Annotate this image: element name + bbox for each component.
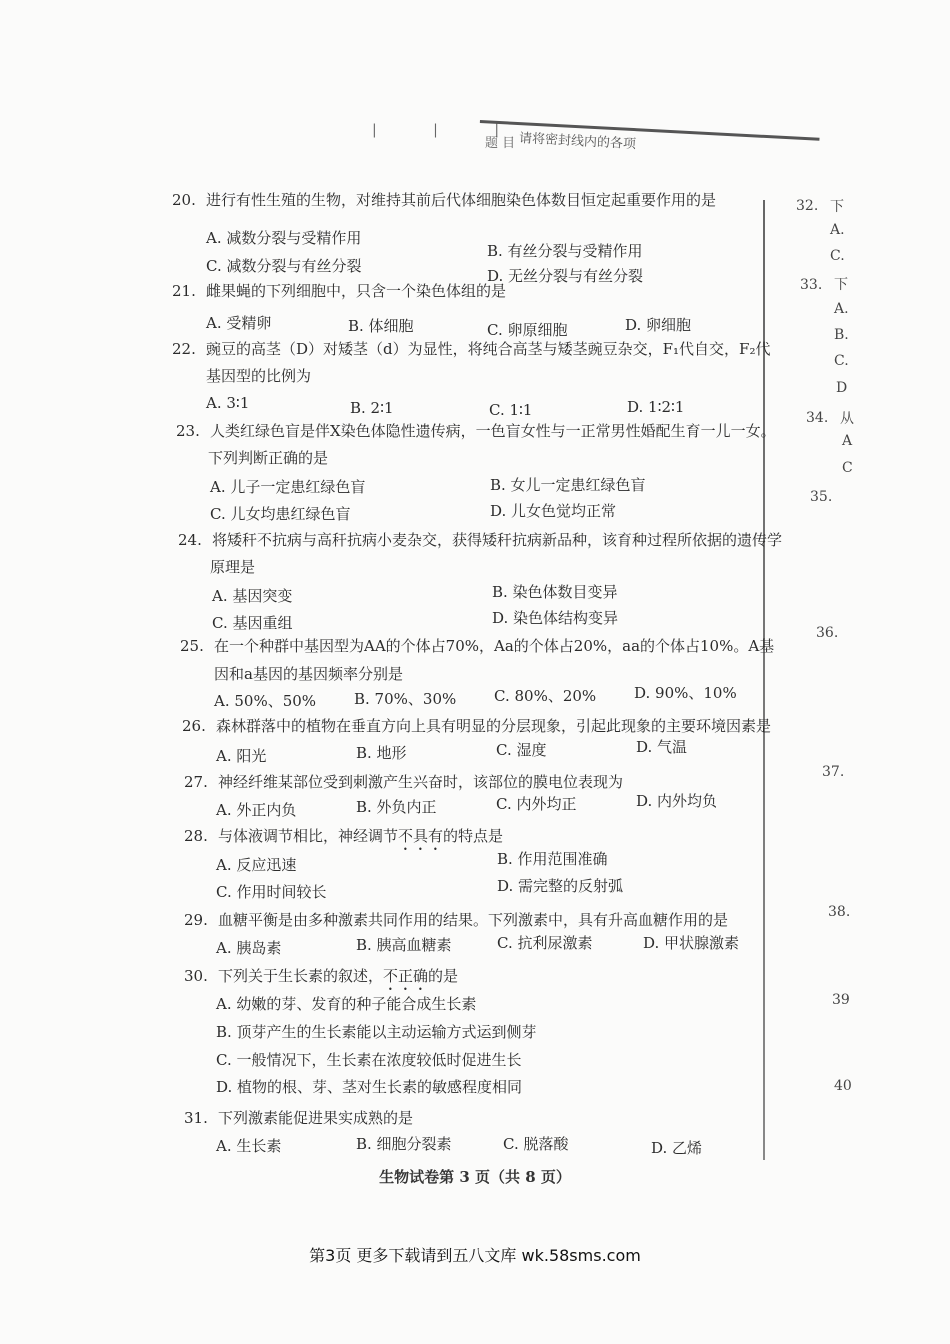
header-marks: | | | — [372, 122, 526, 138]
header-side-text: 题 目 — [485, 136, 516, 151]
question-23-stem-line2: 下列判断正确的是 — [208, 449, 329, 467]
question-26-stem: 26. 森林群落中的植物在垂直方向上具有明显的分层现象，引起此现象的主要环境因素是 — [182, 717, 772, 735]
question-27-option-b: B. 外负内正 — [356, 798, 437, 816]
question-25-option-d: D. 90%、10% — [634, 684, 737, 702]
right-fragment: 下 — [834, 277, 848, 293]
right-fragment: B. — [834, 327, 849, 343]
question-20-stem: 20. 进行有性生殖的生物，对维持其前后代体细胞染色体数目恒定起重要作用的是 — [172, 191, 717, 209]
download-footer-link[interactable]: 第3页 更多下载请到五八文库 wk.58sms.com — [309, 1246, 641, 1265]
question-29-stem: 29. 血糖平衡是由多种激素共同作用的结果。下列激素中，具有升高血糖作用的是 — [184, 911, 729, 929]
question-22-stem-line2: 基因型的比例为 — [206, 367, 312, 385]
question-23-option-b: B. 女儿一定患红绿色盲 — [490, 476, 646, 494]
question-26-option-d: D. 气温 — [636, 738, 688, 756]
question-22-option-c: C. 1∶1 — [489, 401, 533, 419]
question-23-stem: 23. 人类红绿色盲是伴X染色体隐性遗传病，一色盲女性与一正常男性婚配生育一儿一女。 — [176, 422, 776, 440]
question-30-option-a: A. 幼嫩的芽、发育的种子能合成生长素 — [216, 995, 477, 1013]
question-25-stem-line2: 因和a基因的基因频率分别是 — [214, 665, 403, 683]
question-30-option-d: D. 植物的根、芽、茎对生长素的敏感程度相同 — [216, 1078, 523, 1096]
right-fragment: A — [842, 433, 853, 449]
question-28-option-c: C. 作用时间较长 — [216, 883, 327, 901]
question-26-option-a: A. 阳光 — [216, 747, 267, 765]
question-20-option-b: B. 有丝分裂与受精作用 — [487, 242, 643, 260]
right-q38-number: 38. — [828, 904, 851, 920]
question-22-option-d: D. 1∶2∶1 — [627, 398, 685, 416]
question-29-option-c: C. 抗利尿激素 — [497, 934, 593, 952]
question-24-stem: 24. 将矮秆不抗病与高秆抗病小麦杂交，获得矮秆抗病新品种，该育种过程所依据的遗传学 — [178, 531, 783, 549]
right-q35-number: 35. — [810, 489, 833, 505]
question-30-option-c: C. 一般情况下，生长素在浓度较低时促进生长 — [216, 1051, 522, 1069]
question-28-stem: 28. 与体液调节相比，神经调节不具有的特点是 — [184, 827, 504, 845]
right-fragment: D — [836, 380, 848, 396]
emphasis-text: 不正确 — [383, 967, 429, 985]
right-fragment: C — [842, 460, 853, 476]
right-q39-number: 39 — [832, 992, 850, 1008]
question-26-option-c: C. 湿度 — [496, 741, 547, 759]
right-fragment: 下 — [830, 199, 844, 215]
question-21-option-b: B. 体细胞 — [348, 317, 414, 335]
question-28-option-b: B. 作用范围准确 — [497, 850, 608, 868]
emphasis-text: 不具有 — [398, 827, 444, 845]
question-22-stem: 22. 豌豆的高茎（D）对矮茎（d）为显性，将纯合高茎与矮茎豌豆杂交，F₁代自交，F₂代 — [172, 340, 771, 358]
question-23-option-c: C. 儿女均患红绿色盲 — [210, 505, 351, 523]
right-q36-number: 36. — [816, 625, 839, 641]
question-27-option-a: A. 外正内负 — [216, 801, 297, 819]
question-25-stem: 25. 在一个种群中基因型为AA的个体占70%，Aa的个体占20%，aa的个体占10%。A基 — [180, 637, 775, 655]
right-fragment: 从 — [840, 411, 854, 427]
right-q33-number: 33. — [800, 277, 823, 293]
right-q40-number: 40 — [834, 1078, 852, 1094]
right-q32-number: 32. — [796, 198, 819, 214]
seal-line-text: 请将密封线内的各项 — [518, 131, 637, 153]
question-31-stem: 31. 下列激素能促进果实成熟的是 — [184, 1109, 414, 1127]
binding-line-header — [360, 110, 820, 160]
question-31-option-c: C. 脱落酸 — [503, 1135, 569, 1153]
question-20-option-d: D. 无丝分裂与有丝分裂 — [487, 267, 644, 285]
question-21-stem: 21. 雌果蝇的下列细胞中，只含一个染色体组的是 — [172, 282, 507, 300]
question-30-stem: 30. 下列关于生长素的叙述，不正确的是 — [184, 967, 459, 985]
question-27-option-d: D. 内外均负 — [636, 792, 718, 810]
question-29-option-a: A. 胰岛素 — [216, 939, 282, 957]
right-fragment: C. — [830, 248, 845, 264]
question-22-option-a: A. 3∶1 — [206, 394, 250, 412]
question-25-option-b: B. 70%、30% — [354, 690, 457, 708]
question-24-option-c: C. 基因重组 — [212, 614, 293, 632]
question-25-option-c: C. 80%、20% — [494, 687, 597, 705]
question-21-option-c: C. 卵原细胞 — [487, 321, 568, 339]
right-q34-number: 34. — [806, 410, 829, 426]
question-31-option-d: D. 乙烯 — [651, 1139, 703, 1157]
question-26-option-b: B. 地形 — [356, 744, 407, 762]
question-29-option-d: D. 甲状腺激素 — [643, 934, 740, 952]
question-28-option-d: D. 需完整的反射弧 — [497, 877, 624, 895]
right-fragment: C. — [834, 353, 849, 369]
question-20-option-c: C. 减数分裂与有丝分裂 — [206, 257, 362, 275]
page-number-footer: 生物试卷第 3 页（共 8 页） — [379, 1168, 571, 1186]
right-fragment: A. — [830, 222, 845, 238]
question-24-option-a: A. 基因突变 — [212, 587, 293, 605]
question-24-option-b: B. 染色体数目变异 — [492, 583, 618, 601]
question-21-option-a: A. 受精卵 — [206, 314, 272, 332]
question-27-stem: 27. 神经纤维某部位受到刺激产生兴奋时，该部位的膜电位表现为 — [184, 773, 624, 791]
question-20-option-a: A. 减数分裂与受精作用 — [206, 229, 362, 247]
question-24-option-d: D. 染色体结构变异 — [492, 609, 619, 627]
question-24-stem-line2: 原理是 — [210, 558, 256, 576]
question-21-option-d: D. 卵细胞 — [625, 316, 692, 334]
question-22-option-b: B. 2∶1 — [350, 399, 394, 417]
seal-line-banner — [478, 120, 819, 171]
question-29-option-b: B. 胰高血糖素 — [356, 936, 452, 954]
question-30-option-b: B. 顶芽产生的生长素能以主动运输方式运到侧芽 — [216, 1023, 537, 1041]
question-23-option-d: D. 儿女色觉均正常 — [490, 502, 617, 520]
question-23-option-a: A. 儿子一定患红绿色盲 — [210, 478, 366, 496]
right-fragment: A. — [834, 301, 849, 317]
question-31-option-a: A. 生长素 — [216, 1137, 282, 1155]
question-27-option-c: C. 内外均正 — [496, 795, 577, 813]
question-31-option-b: B. 细胞分裂素 — [356, 1135, 452, 1153]
right-q37-number: 37. — [822, 764, 845, 780]
question-28-option-a: A. 反应迅速 — [216, 856, 297, 874]
question-25-option-a: A. 50%、50% — [214, 692, 317, 710]
